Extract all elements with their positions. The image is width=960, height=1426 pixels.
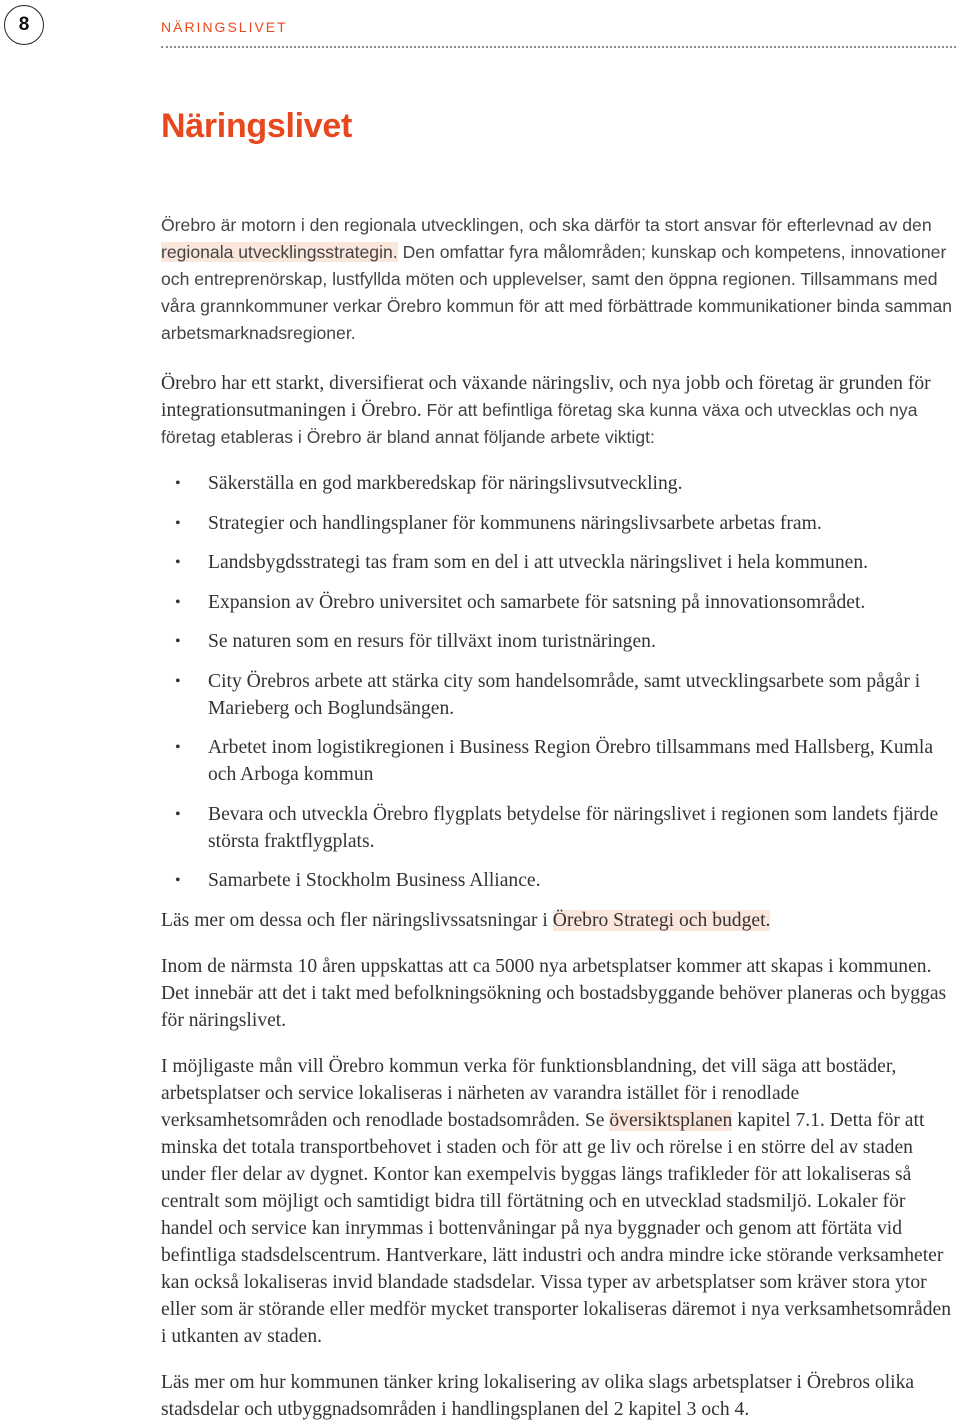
list-item: • Säkerställa en god markberedskap för näringslivsutveckling. <box>161 470 954 497</box>
paragraph-text: Läs mer om dessa och fler näringslivssatsningar i <box>161 909 553 931</box>
list-item: • Landsbygdsstrategi tas fram som en del i att utveckla näringslivet i hela kommunen. <box>161 549 954 576</box>
paragraph-text: Örebro har ett starkt, diversifierat och växande näringsliv, och nya jobb och företag är grunden för integrationsutmaningen i Örebro. <box>161 373 931 421</box>
jobs-paragraph: Inom de närmsta 10 åren uppskattas att ca 5000 nya arbetsplatser kommer att skapas i kommunen. Det innebär att det i takt med befolkningsökning och bostadsbyggande behöver planeras och byggas för näringslivet. <box>161 955 947 1031</box>
paragraph-text: I möjligaste mån vill Örebro kommun verka för funktionsblandning, det vill säga att bostäder, arbetsplatser och service lokaliseras i närheten av varandra istället för i renodlade verksamhetsområden och renodlade bostadsområden. Se <box>161 1055 897 1131</box>
list-item: • Arbetet inom logistikregionen i Business Region Örebro tillsammans med Hallsberg, Kumla och Arboga kommun <box>161 734 954 788</box>
business-paragraph <box>161 370 954 451</box>
read-more-budget <box>161 907 954 934</box>
paragraph-text: kapitel 7.1. Detta för att minska det totala transportbehovet i staden och för att ge liv och rörelse i en större del av staden under fler delar av dygnet. Kontor kan exempelvis byggas längs trafikleder för att lokaliseras så centralt som möjligt och samtidigt bidra till förtätning och en utvecklad stadsmiljö. Lokaler för handel och service kan inrymmas i bottenvåningar på nya byggnader och genom att förtäta vid befintliga stadsdelscentrum. Hantverkare, lätt industri och andra mindre icke störande verksamheter kan också lokaliseras invid blandade stadsdelar. Vissa typer av arbetsplatser som kräver stora ytor eller som är störande eller medför mycket transporter lokaliseras däremot i nya verksamhetsområden i utkanten av staden. <box>161 1109 951 1347</box>
running-header: NÄRINGSLIVET <box>161 19 288 35</box>
list-item: • Bevara och utveckla Örebro flygplats betydelse för näringslivet i regionen som landets fjärde största fraktflygplats. <box>161 801 954 855</box>
mixed-use-paragraph <box>161 1053 954 1350</box>
priority-list <box>161 470 954 894</box>
list-item: • Samarbete i Stockholm Business Alliance. <box>161 867 954 894</box>
read-more-action-plan: Läs mer om hur kommunen tänker kring lokalisering av olika slags arbetsplatser i Örebros olika stadsdelar och utbyggnadsområden i handlingsplanen del 2 kapitel 3 och 4. <box>161 1371 915 1420</box>
list-item: • Expansion av Örebro universitet och samarbete för satsning på innovationsområdet. <box>161 589 954 616</box>
page-title: Näringslivet <box>161 107 353 145</box>
list-item: • Strategier och handlingsplaner för kommunens näringslivsarbete arbetas fram. <box>161 510 954 537</box>
intro-paragraph <box>161 212 954 347</box>
link-strategy-budget[interactable]: Örebro Strategi och budget. <box>552 909 771 931</box>
list-item: • City Örebros arbete att stärka city som handelsområde, samt utvecklingsarbete som pågår i Marieberg och Boglundsängen. <box>161 668 954 722</box>
paragraph-text: För att befintliga företag ska kunna växa och utvecklas och nya företag etableras i Örebro är bland annat följande arbete viktigt: <box>161 400 918 447</box>
list-item: • Se naturen som en resurs för tillväxt inom turistnäringen. <box>161 628 954 655</box>
main-content <box>161 212 954 1423</box>
page-number: 8 <box>4 5 44 45</box>
header-divider <box>161 46 956 48</box>
paragraph-text: Den omfattar fyra målområden; kunskap och kompetens, innovationer och entreprenörskap, lustfyllda möten och upplevelser, samt den öppna regionen. Tillsammans med våra grannkommuner verkar Örebro kommun för att med förbättrade kommunikationer binda samman arbetsmarknadsregioner. <box>161 242 953 343</box>
link-regional-strategy[interactable]: regionala utvecklingsstrategin. <box>161 242 398 262</box>
link-comprehensive-plan[interactable]: översiktsplanen <box>609 1109 733 1131</box>
paragraph-text: Örebro är motorn i den regionala utvecklingen, och ska därför ta stort ansvar för efterlevnad av den <box>161 215 932 235</box>
